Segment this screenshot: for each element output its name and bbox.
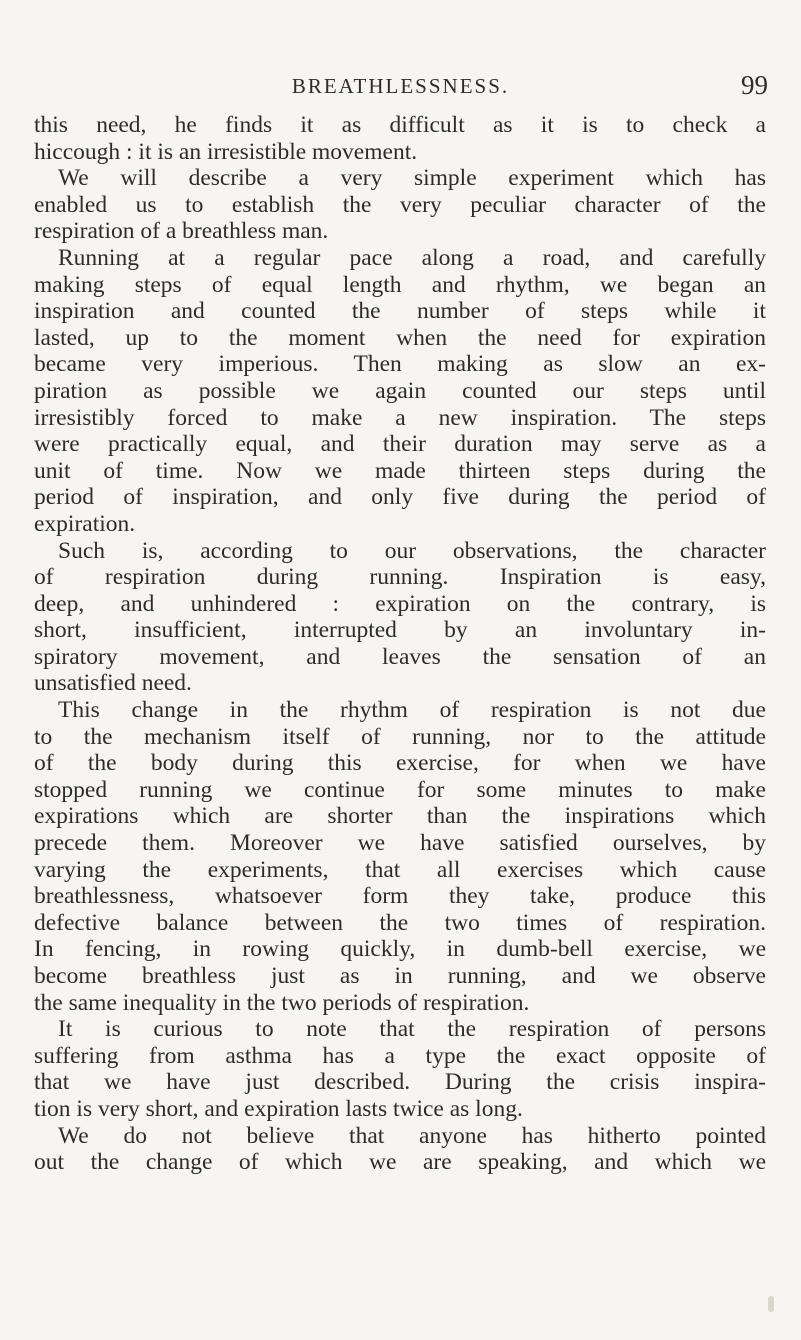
text-line: lasted, up to the moment when the need for expiration <box>34 324 766 351</box>
text-line: We will describe a very simple experiment which has <box>58 165 766 192</box>
running-head: BREATHLESSNESS. <box>291 74 510 98</box>
text-line: varying the experiments, that all exercises which cause <box>34 856 766 883</box>
text-line: unit of time. Now we made thirteen steps during the <box>34 457 766 484</box>
text-line: making steps of equal length and rhythm, we began an <box>34 271 766 298</box>
text-line: suffering from asthma has a type the exact opposite of <box>34 1042 766 1069</box>
text-line: of the body during this exercise, for when we have <box>34 750 766 777</box>
text-line: hiccough : it is an irresistible movement. <box>34 138 418 165</box>
text-line: become breathless just as in running, and we observe <box>34 963 766 989</box>
text-line: This change in the rhythm of respiration is not due <box>58 697 766 724</box>
text-line: precede them. Moreover we have satisfied ourselves, by <box>34 830 766 857</box>
page-header <box>0 70 801 104</box>
text-line: period of inspiration, and only five during the period of <box>34 484 766 511</box>
text-line: spiratory movement, and leaves the sensation of an <box>34 643 766 670</box>
text-line: expirations which are shorter than the inspirations which <box>34 803 766 830</box>
text-line: to the mechanism itself of running, nor to the attitude <box>34 723 766 750</box>
text-line: irresistibly forced to make a new inspiration. The steps <box>34 404 766 431</box>
text-line: enabled us to establish the very peculiar character of the <box>34 191 766 218</box>
text-line: this need, he finds it as difficult as it is to check a <box>34 112 766 138</box>
text-line: were practically equal, and their duration may serve as a <box>34 431 766 458</box>
body-text <box>34 112 766 1176</box>
text-line: the same inequality in the two periods of respiration. <box>34 989 530 1016</box>
text-line: In fencing, in rowing quickly, in dumb-bell exercise, we <box>34 936 766 963</box>
text-line: out the change of which we are speaking, and which we <box>34 1149 766 1176</box>
text-line: deep, and unhindered : expiration on the contrary, is <box>34 590 766 617</box>
text-line: We do not believe that anyone has hitherto pointed <box>58 1122 766 1149</box>
text-line: of respiration during running. Inspiration is easy, <box>34 564 766 591</box>
paper-blemish <box>768 1296 774 1312</box>
text-line: defective balance between the two times of respiration. <box>34 909 766 936</box>
text-line: It is curious to note that the respiration of persons <box>58 1016 766 1043</box>
text-line: inspiration and counted the number of steps while it <box>34 298 766 325</box>
text-line: unsatisfied need. <box>34 670 192 697</box>
text-line: breathlessness, whatsoever form they take, produce this <box>34 883 766 910</box>
text-line: piration as possible we again counted our steps until <box>34 377 766 404</box>
text-line: stopped running we continue for some minutes to make <box>34 776 766 803</box>
text-line: Running at a regular pace along a road, and carefully <box>58 244 766 271</box>
page-number: 99 <box>741 70 768 100</box>
text-line: became very imperious. Then making as slow an ex- <box>34 351 766 378</box>
text-line: respiration of a breathless man. <box>34 218 329 245</box>
text-line: short, insufficient, interrupted by an involuntary in- <box>34 617 766 644</box>
text-line: that we have just described. During the crisis inspira- <box>34 1069 766 1096</box>
text-line: tion is very short, and expiration lasts twice as long. <box>34 1095 523 1122</box>
text-line: expiration. <box>34 510 136 537</box>
text-line: Such is, according to our observations, the character <box>58 537 766 564</box>
